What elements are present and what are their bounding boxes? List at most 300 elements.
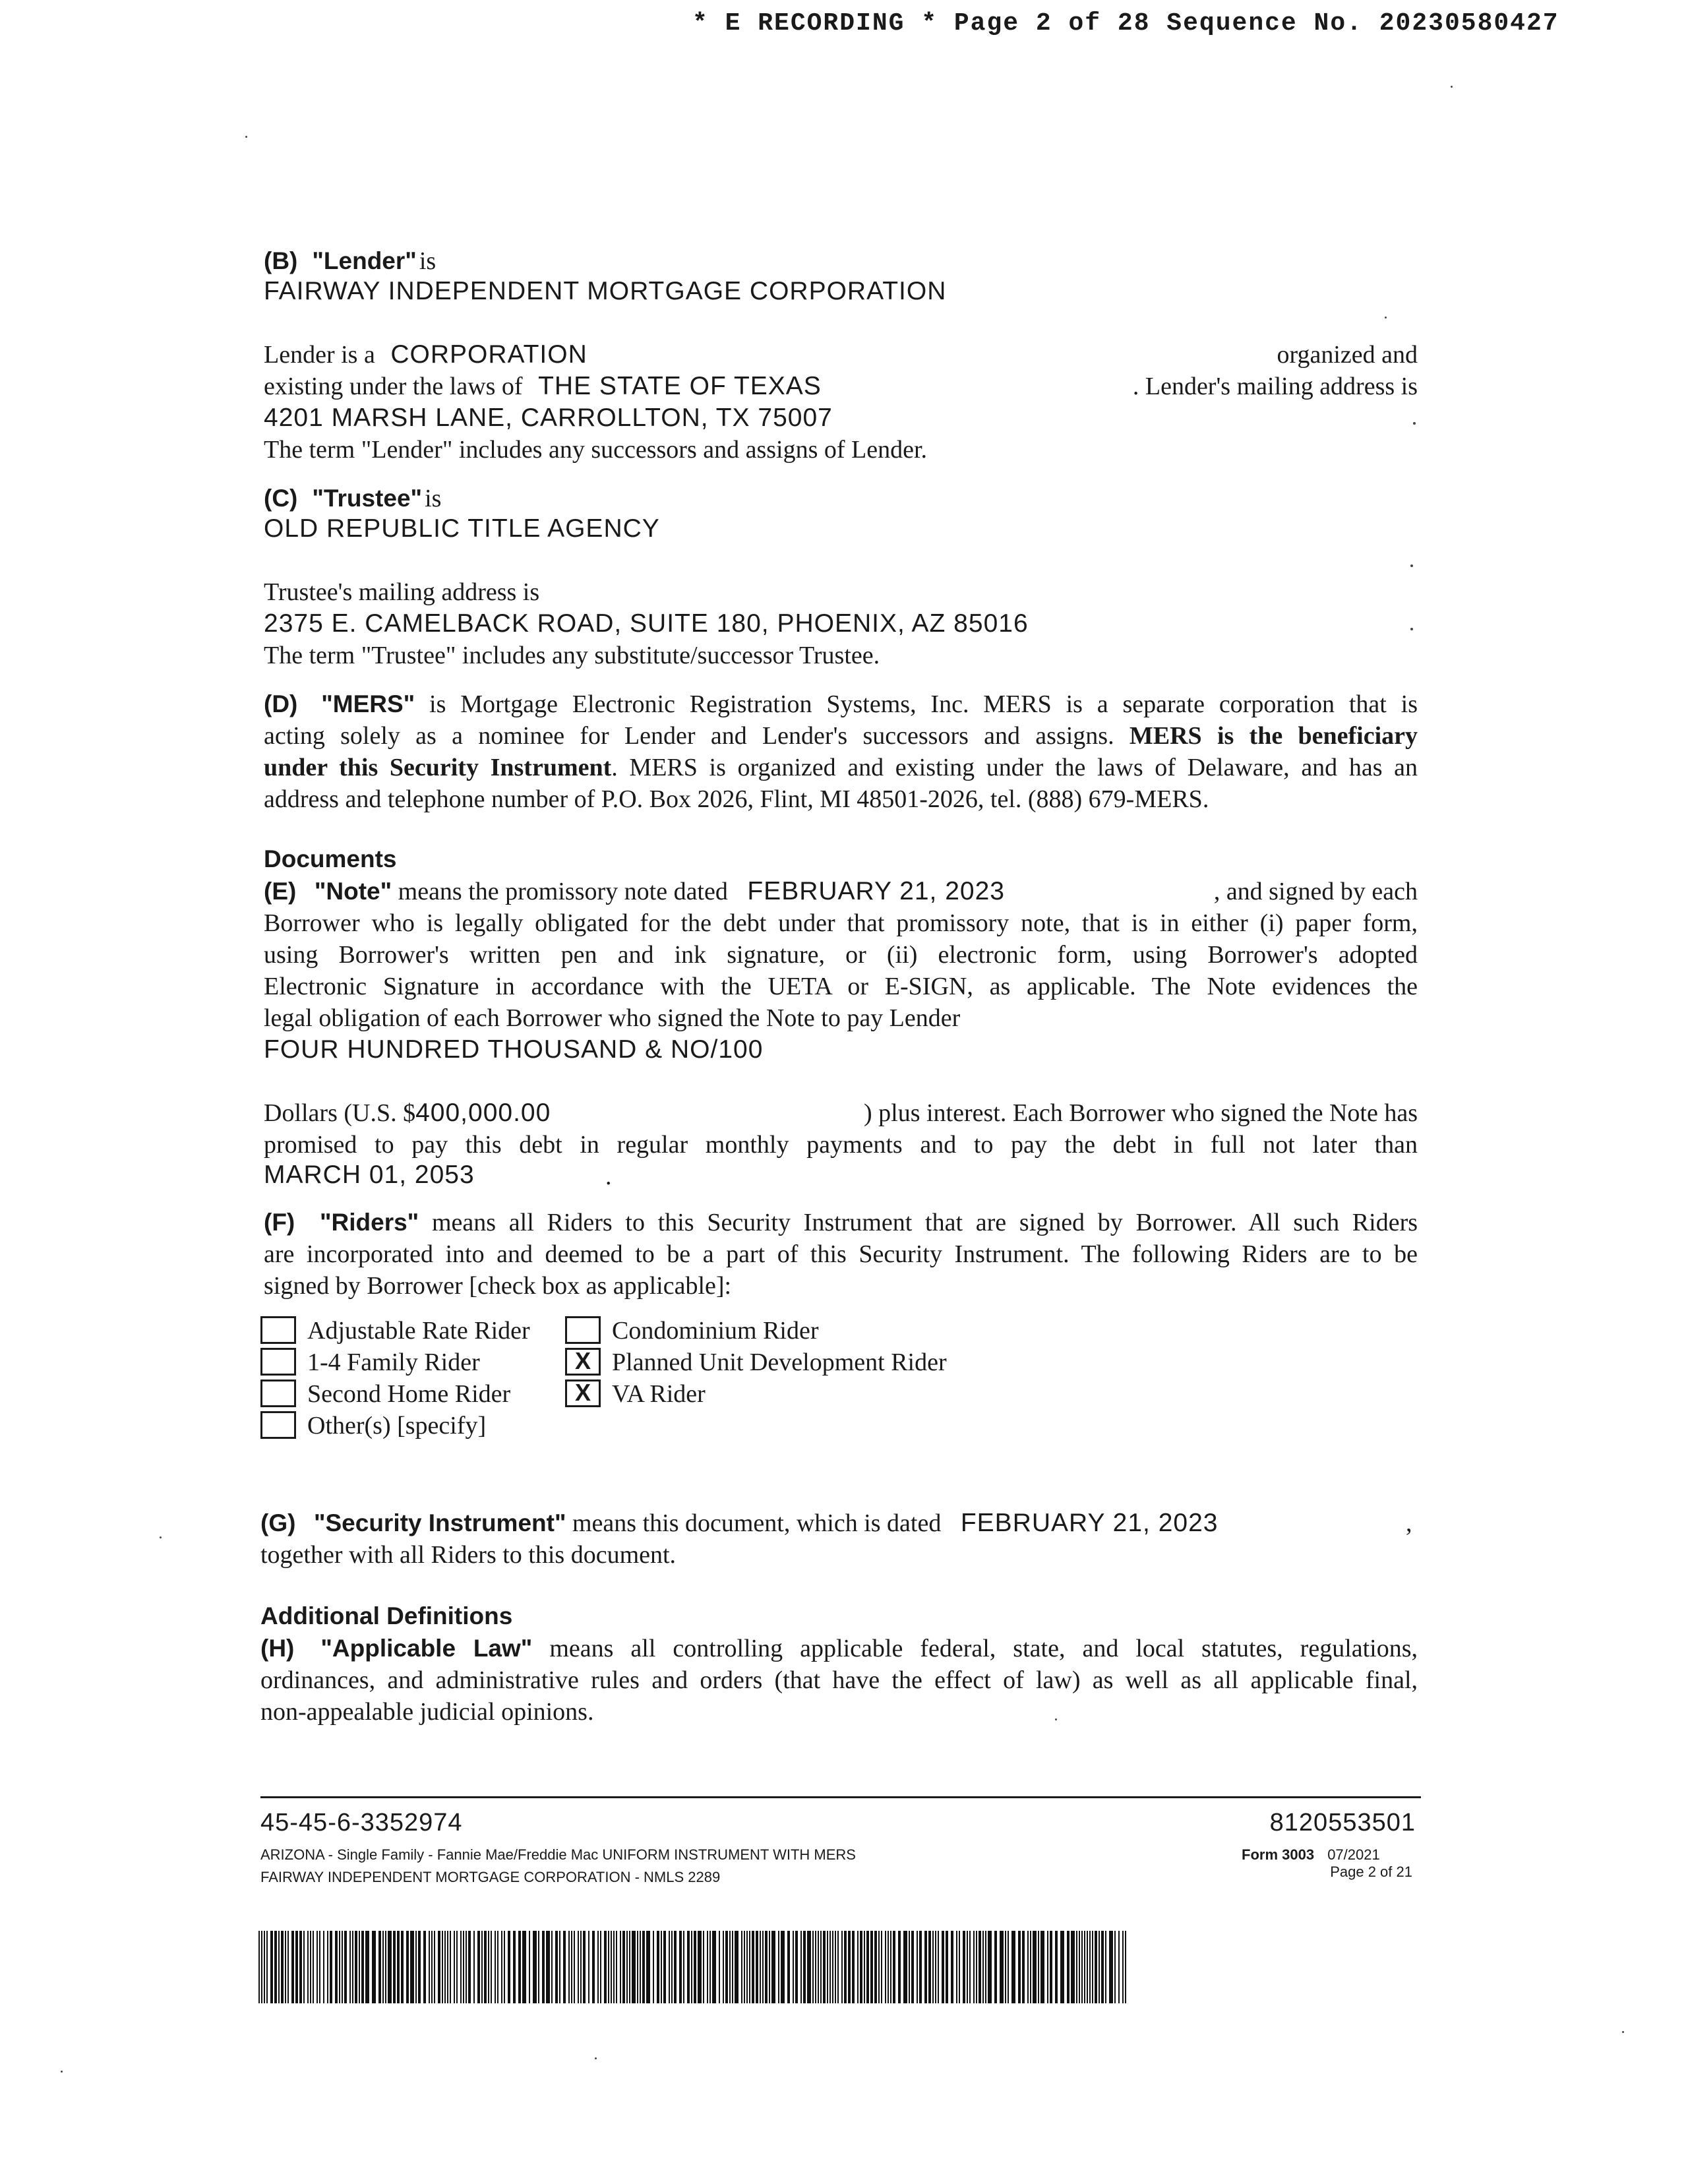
riders-line-1: means all Riders to this Security Instrument that are signed by Borrower. All such Riders <box>431 1209 1418 1236</box>
barcode-bar <box>878 1931 880 2003</box>
barcode-bar <box>442 1931 443 2003</box>
lender-is-a: Lender is a <box>264 341 375 369</box>
barcode-bar <box>769 1931 770 2003</box>
note-plus-interest: ) plus interest. Each Borrower who signed the Note has <box>863 1099 1418 1127</box>
barcode-bar <box>735 1931 738 2003</box>
barcode-bar <box>709 1931 711 2003</box>
barcode-bar <box>291 1931 294 2003</box>
barcode-bar <box>571 1931 572 2003</box>
barcode-bar <box>729 1931 731 2003</box>
barcode-bar <box>793 1931 794 2003</box>
note-means: means the promissory note dated <box>398 878 728 905</box>
barcode-bar <box>1084 1931 1085 2003</box>
barcode-bar <box>513 1931 516 2003</box>
barcode-bar <box>372 1931 376 2003</box>
barcode-bar <box>1101 1931 1104 2003</box>
barcode-bar <box>327 1931 328 2003</box>
barcode-bar <box>956 1931 957 2003</box>
barcode-bar <box>951 1931 953 2003</box>
barcode-bar <box>504 1931 505 2003</box>
barcode-bar <box>924 1931 927 2003</box>
trustee-includes: The term "Trustee" includes any substitute/successor Trustee. <box>264 642 880 669</box>
barcode-bar <box>765 1931 768 2003</box>
barcode-bar <box>460 1931 462 2003</box>
barcode-bar <box>848 1931 851 2003</box>
barcode-bar <box>893 1931 895 2003</box>
barcode-bar <box>574 1931 575 2003</box>
barcode-bar <box>812 1931 814 2003</box>
barcode-bar <box>533 1931 537 2003</box>
barcode <box>258 1931 1129 2003</box>
note-maturity-period: . <box>605 1163 612 1190</box>
barcode-bar <box>1067 1931 1070 2003</box>
checkbox-other-rider[interactable] <box>260 1411 296 1439</box>
checkbox-va-rider[interactable] <box>565 1380 601 1407</box>
note-paragraph <box>264 907 1418 1034</box>
barcode-bar <box>335 1931 338 2003</box>
rider-label-other: Other(s) [specify] <box>307 1412 487 1440</box>
barcode-bar <box>508 1931 510 2003</box>
barcode-bar <box>694 1931 696 2003</box>
barcode-bar <box>691 1931 692 2003</box>
lender-jurisdiction: THE STATE OF TEXAS <box>538 372 822 400</box>
security-instrument-line-1 <box>260 1507 1218 1539</box>
barcode-bar <box>258 1931 260 2003</box>
checkbox-second-home-rider[interactable] <box>260 1380 296 1407</box>
barcode-bar <box>829 1931 831 2003</box>
barcode-bar <box>959 1931 960 2003</box>
security-instrument-comma: , <box>1406 1509 1412 1537</box>
barcode-bar <box>860 1931 862 2003</box>
footer-company: FAIRWAY INDEPENDENT MORTGAGE CORPORATION - NMLS 2289 <box>260 1869 721 1885</box>
barcode-bar <box>542 1931 545 2003</box>
note-amount-words: FOUR HUNDRED THOUSAND & NO/100 <box>264 1035 764 1064</box>
barcode-bar <box>844 1931 847 2003</box>
barcode-bar <box>278 1931 280 2003</box>
riders-paragraph <box>264 1207 1418 1302</box>
applicable-law-term: "Applicable Law" <box>320 1635 533 1662</box>
dot-mark <box>1410 564 1413 567</box>
lender-label: (B) <box>264 247 298 274</box>
barcode-bar <box>316 1931 318 2003</box>
note-term: "Note" <box>314 878 392 905</box>
barcode-bar <box>622 1931 625 2003</box>
barcode-bar <box>746 1931 748 2003</box>
barcode-bar <box>800 1931 802 2003</box>
lender-entity-type: CORPORATION <box>390 340 588 369</box>
barcode-bar <box>382 1931 384 2003</box>
dot-mark <box>1410 628 1413 630</box>
barcode-bar <box>613 1931 615 2003</box>
note-label: (E) <box>264 878 297 905</box>
barcode-bar <box>963 1931 965 2003</box>
security-instrument-line-2: together with all Riders to this document. <box>260 1541 677 1569</box>
trustee-address: 2375 E. CAMELBACK ROAD, SUITE 180, PHOENIX, AZ 85016 <box>264 609 1029 638</box>
barcode-bar <box>807 1931 811 2003</box>
applicable-law-line-1: means all controlling applicable federal, state, and local statutes, regulations, <box>549 1635 1418 1662</box>
additional-definitions-heading: Additional Definitions <box>260 1602 513 1629</box>
mers-paragraph <box>264 688 1418 815</box>
barcode-bar <box>723 1931 724 2003</box>
barcode-bar <box>406 1931 409 2003</box>
barcode-bar <box>787 1931 790 2003</box>
barcode-bar <box>401 1931 404 2003</box>
barcode-bar <box>832 1931 833 2003</box>
barcode-bar <box>837 1931 839 2003</box>
note-dollars-label: Dollars (U.S. $ <box>264 1099 416 1127</box>
lender-term: "Lender" <box>312 247 417 274</box>
barcode-bar <box>1008 1931 1009 2003</box>
barcode-bar <box>919 1931 922 2003</box>
barcode-bar <box>1018 1931 1021 2003</box>
barcode-bar <box>1089 1931 1091 2003</box>
barcode-bar <box>415 1931 417 2003</box>
security-instrument-date: FEBRUARY 21, 2023 <box>960 1509 1219 1537</box>
barcode-bar <box>661 1931 662 2003</box>
note-signed-by: , and signed by each <box>1213 878 1418 905</box>
barcode-bar <box>835 1931 836 2003</box>
barcode-bar <box>841 1931 843 2003</box>
barcode-bar <box>588 1931 589 2003</box>
barcode-bar <box>349 1931 351 2003</box>
footer-form-label-line <box>1242 1846 1380 1864</box>
barcode-bar <box>463 1931 464 2003</box>
barcode-bar <box>1092 1931 1093 2003</box>
barcode-bar <box>551 1931 553 2003</box>
barcode-bar <box>1118 1931 1120 2003</box>
barcode-bar <box>815 1931 816 2003</box>
barcode-bar <box>803 1931 806 2003</box>
barcode-bar <box>760 1931 761 2003</box>
trustee-mailing-address-label: Trustee's mailing address is <box>264 578 540 606</box>
checkbox-adjustable-rate-rider[interactable] <box>260 1316 296 1344</box>
barcode-bar <box>620 1931 621 2003</box>
barcode-bar <box>1076 1931 1077 2003</box>
barcode-bar <box>1071 1931 1075 2003</box>
mers-line-1: is Mortgage Electronic Registration Systems, Inc. MERS is a separate corporation that is <box>429 690 1418 718</box>
checkbox-planned-unit-development-rider[interactable] <box>565 1348 601 1376</box>
barcode-bar <box>903 1931 907 2003</box>
barcode-bar <box>450 1931 451 2003</box>
barcode-bar <box>319 1931 320 2003</box>
checkbox-condominium-rider[interactable] <box>565 1316 601 1344</box>
barcode-bar <box>481 1931 483 2003</box>
barcode-bar <box>674 1931 677 2003</box>
barcode-bar <box>484 1931 487 2003</box>
barcode-bar <box>501 1931 502 2003</box>
barcode-bar <box>976 1931 977 2003</box>
barcode-bar <box>1000 1931 1004 2003</box>
barcode-bar <box>1109 1931 1113 2003</box>
barcode-bar <box>756 1931 758 2003</box>
barcode-bar <box>264 1931 265 2003</box>
barcode-bar <box>823 1931 826 2003</box>
mers-beneficiary: MERS is the beneficiary <box>1129 722 1418 750</box>
barcode-bar <box>909 1931 910 2003</box>
barcode-bar <box>1055 1931 1058 2003</box>
barcode-bar <box>994 1931 997 2003</box>
barcode-bar <box>497 1931 498 2003</box>
barcode-bar <box>982 1931 984 2003</box>
barcode-bar <box>1095 1931 1097 2003</box>
checkbox-1-4-family-rider[interactable] <box>260 1348 296 1376</box>
rider-label-adjustable-rate: Adjustable Rate Rider <box>307 1317 530 1345</box>
barcode-bar <box>857 1931 859 2003</box>
barcode-bar <box>423 1931 426 2003</box>
barcode-bar <box>1033 1931 1037 2003</box>
dot-mark <box>1413 422 1416 425</box>
trustee-is: is <box>425 485 442 512</box>
scan-speck <box>1055 1718 1057 1720</box>
barcode-bar <box>928 1931 931 2003</box>
barcode-bar <box>473 1931 475 2003</box>
scan-speck <box>1622 2031 1624 2033</box>
lender-includes: The term "Lender" includes any successors and assigns of Lender. <box>264 436 928 464</box>
barcode-bar <box>725 1931 728 2003</box>
barcode-bar <box>637 1931 638 2003</box>
rider-label-planned-unit-development: Planned Unit Development Rider <box>612 1349 947 1376</box>
barcode-bar <box>352 1931 353 2003</box>
mers-term: "MERS" <box>321 690 415 717</box>
barcode-bar <box>611 1931 612 2003</box>
barcode-bar <box>885 1931 886 2003</box>
barcode-bar <box>749 1931 750 2003</box>
barcode-bar <box>1047 1931 1048 2003</box>
barcode-bar <box>418 1931 421 2003</box>
barcode-bar <box>979 1931 981 2003</box>
scan-speck <box>245 136 247 138</box>
note-line-7: promised to pay this debt in regular monthly payments and to pay the debt in full not later than <box>264 1131 1418 1159</box>
barcode-bar <box>385 1931 386 2003</box>
barcode-bar <box>1040 1931 1044 2003</box>
barcode-bar <box>361 1931 364 2003</box>
barcode-bar <box>1060 1931 1064 2003</box>
barcode-bar <box>827 1931 828 2003</box>
lender-is: is <box>419 247 437 275</box>
barcode-bar <box>583 1931 586 2003</box>
barcode-bar <box>429 1931 430 2003</box>
barcode-bar <box>287 1931 289 2003</box>
barcode-bar <box>890 1931 891 2003</box>
barcode-bar <box>604 1931 607 2003</box>
mers-line-4: address and telephone number of P.O. Box 2026, Flint, MI 48501-2026, tel. (888) 679-MERS. <box>264 785 1209 813</box>
scan-speck <box>1385 317 1387 318</box>
barcode-bar <box>468 1931 471 2003</box>
barcode-bar <box>669 1931 670 2003</box>
barcode-bar <box>1005 1931 1006 2003</box>
barcode-bar <box>616 1931 617 2003</box>
note-maturity-date: MARCH 01, 2053 <box>264 1161 475 1189</box>
barcode-bar <box>932 1931 934 2003</box>
barcode-bar <box>388 1931 392 2003</box>
barcode-bar <box>600 1931 601 2003</box>
barcode-bar <box>438 1931 440 2003</box>
barcode-bar <box>917 1931 918 2003</box>
barcode-bar <box>762 1931 764 2003</box>
barcode-bar <box>378 1931 381 2003</box>
recording-header: * E RECORDING * Page 2 of 28 Sequence No. 20230580427 <box>692 9 1559 38</box>
rider-label-va: VA Rider <box>612 1380 706 1408</box>
lender-heading <box>264 245 436 277</box>
barcode-bar <box>935 1931 936 2003</box>
barcode-bar <box>359 1931 360 2003</box>
barcode-bar <box>466 1931 467 2003</box>
barcode-bar <box>303 1931 305 2003</box>
security-instrument-label: (G) <box>260 1509 296 1536</box>
barcode-bar <box>870 1931 873 2003</box>
barcode-bar <box>330 1931 332 2003</box>
barcode-bar <box>732 1931 733 2003</box>
riders-line-3: signed by Borrower [check box as applicable]: <box>264 1272 732 1300</box>
barcode-bar <box>431 1931 433 2003</box>
footer-page-label: Page 2 of 21 <box>1330 1864 1412 1880</box>
barcode-bar <box>270 1931 273 2003</box>
barcode-bar <box>488 1931 489 2003</box>
lender-mailing-address-label: . Lender's mailing address is <box>1132 373 1418 400</box>
barcode-bar <box>592 1931 595 2003</box>
barcode-bar <box>820 1931 822 2003</box>
mers-line-3b: . MERS is organized and existing under the laws of Delaware, and has an <box>611 754 1418 781</box>
trustee-label: (C) <box>264 485 298 512</box>
barcode-bar <box>888 1931 889 2003</box>
barcode-bar <box>342 1931 343 2003</box>
footer-rule <box>260 1796 1421 1798</box>
barcode-bar <box>712 1931 716 2003</box>
trustee-term: "Trustee" <box>312 485 423 512</box>
barcode-bar <box>671 1931 673 2003</box>
barcode-bar <box>698 1931 702 2003</box>
mers-under-instrument: under this Security Instrument <box>264 754 612 781</box>
barcode-bar <box>313 1931 314 2003</box>
barcode-bar <box>657 1931 659 2003</box>
note-line-7-wrap <box>264 1129 1418 1161</box>
barcode-bar <box>397 1931 400 2003</box>
barcode-bar <box>744 1931 745 2003</box>
scan-speck <box>160 1536 162 1538</box>
applicable-law-line-3: non-appealable judicial opinions. <box>260 1698 594 1726</box>
barcode-bar <box>741 1931 742 2003</box>
barcode-bar <box>752 1931 754 2003</box>
barcode-bar <box>866 1931 869 2003</box>
lender-existing-under: existing under the laws of <box>264 373 523 400</box>
barcode-bar <box>491 1931 492 2003</box>
barcode-bar <box>518 1931 521 2003</box>
mers-label: (D) <box>264 690 298 717</box>
note-line-1 <box>264 876 1005 907</box>
barcode-bar <box>434 1931 435 2003</box>
barcode-bar <box>1038 1931 1039 2003</box>
barcode-bar <box>1030 1931 1031 2003</box>
footer-form-title: ARIZONA - Single Family - Fannie Mae/Freddie Mac UNIFORM INSTRUMENT WITH MERS <box>260 1846 856 1863</box>
checkbox-x-mark: X <box>574 1379 591 1406</box>
barcode-bar <box>781 1931 785 2003</box>
barcode-bar <box>1050 1931 1052 2003</box>
barcode-bar <box>898 1931 901 2003</box>
barcode-bar <box>456 1931 458 2003</box>
barcode-bar <box>881 1931 882 2003</box>
barcode-bar <box>707 1931 708 2003</box>
barcode-bar <box>1027 1931 1029 2003</box>
barcode-bar <box>642 1931 645 2003</box>
barcode-bar <box>299 1931 302 2003</box>
barcode-bar <box>632 1931 636 2003</box>
barcode-bar <box>580 1931 582 2003</box>
lender-existing-line <box>264 371 822 402</box>
security-instrument-term: "Security Instrument" <box>313 1509 566 1536</box>
barcode-bar <box>640 1931 641 2003</box>
barcode-bar <box>274 1931 277 2003</box>
rider-label-condominium: Condominium Rider <box>612 1317 819 1345</box>
trustee-name: OLD REPUBLIC TITLE AGENCY <box>264 514 660 543</box>
note-line-2: Borrower who is legally obligated for the debt under that promissory note, that is in either (i) paper form, <box>264 909 1418 937</box>
barcode-bar <box>559 1931 560 2003</box>
barcode-bar <box>323 1931 324 2003</box>
rider-label-1-4-family: 1-4 Family Rider <box>307 1349 480 1376</box>
barcode-bar <box>626 1931 628 2003</box>
barcode-bar <box>522 1931 526 2003</box>
footer-loan-number: 45-45-6-3352974 <box>260 1809 463 1836</box>
barcode-bar <box>1105 1931 1106 2003</box>
note-line-3: using Borrower's written pen and ink signature, or (ii) electronic form, using Borrower's adopted <box>264 941 1418 969</box>
barcode-bar <box>295 1931 298 2003</box>
rider-label-second-home: Second Home Rider <box>307 1380 511 1408</box>
trustee-heading <box>264 483 441 514</box>
barcode-bar <box>683 1931 684 2003</box>
barcode-bar <box>546 1931 550 2003</box>
barcode-bar <box>339 1931 340 2003</box>
note-date: FEBRUARY 21, 2023 <box>747 877 1005 905</box>
applicable-law-line-2: ordinances, and administrative rules and orders (that have the effect of law) as well as all applicable final, <box>260 1666 1418 1694</box>
barcode-bar <box>629 1931 630 2003</box>
riders-label: (F) <box>264 1209 295 1236</box>
barcode-bar <box>538 1931 539 2003</box>
barcode-bar <box>973 1931 975 2003</box>
barcode-bar <box>1022 1931 1025 2003</box>
barcode-bar <box>703 1931 704 2003</box>
applicable-law-paragraph <box>260 1633 1418 1728</box>
checkbox-x-mark: X <box>574 1347 591 1374</box>
barcode-bar <box>568 1931 570 2003</box>
barcode-bar <box>1114 1931 1116 2003</box>
barcode-bar <box>563 1931 566 2003</box>
barcode-bar <box>529 1931 530 2003</box>
barcode-bar <box>608 1931 609 2003</box>
footer-form-date: 07/2021 <box>1327 1846 1380 1863</box>
barcode-bar <box>874 1931 877 2003</box>
barcode-bar <box>967 1931 968 2003</box>
barcode-bar <box>555 1931 558 2003</box>
barcode-bar <box>285 1931 286 2003</box>
security-instrument-means: means this document, which is dated <box>572 1509 942 1537</box>
barcode-bar <box>719 1931 720 2003</box>
barcode-bar <box>946 1931 948 2003</box>
barcode-bar <box>687 1931 690 2003</box>
barcode-bar <box>454 1931 455 2003</box>
barcode-bar <box>266 1931 268 2003</box>
barcode-bar <box>344 1931 347 2003</box>
barcode-bar <box>477 1931 480 2003</box>
applicable-law-label: (H) <box>260 1635 295 1662</box>
barcode-bar <box>495 1931 496 2003</box>
scan-speck <box>61 2071 63 2073</box>
note-line-5: legal obligation of each Borrower who signed the Note to pay Lender <box>264 1004 961 1032</box>
riders-line-2: are incorporated into and deemed to be a part of this Security Instrument. The following Riders are to be <box>264 1240 1418 1268</box>
barcode-bar <box>365 1931 369 2003</box>
lender-organized-and: organized and <box>1277 341 1418 369</box>
barcode-bar <box>261 1931 262 2003</box>
barcode-bar <box>310 1931 311 2003</box>
barcode-bar <box>597 1931 599 2003</box>
